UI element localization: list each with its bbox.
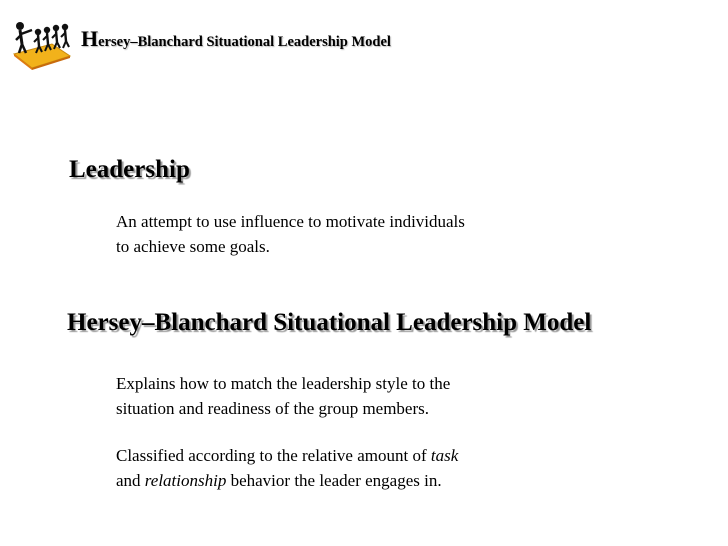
task-term: task [430,446,459,465]
classification-line-1-text: Classified according to the relative amount of [116,446,431,465]
leadership-definition-line-2: to achieve some goals. [116,237,270,256]
classification-line-2-start: and [116,471,145,490]
leadership-definition-line-1: An attempt to use influence to motivate individuals [116,212,465,231]
model-classification [116,443,458,493]
leadership-definition [116,209,465,259]
stick-figure-leader-on-podium-icon [8,6,74,70]
leadership-heading: Leadership [69,156,190,183]
header-title-rest: ersey–Blanchard Situational Leadership Model [98,34,391,50]
model-explanation-line-1: Explains how to match the leadership style to the [116,374,451,393]
model-explanation [116,371,450,421]
header-title-initial: H [81,26,99,51]
model-classification-line-1 [116,443,458,468]
relationship-term: relationship [144,471,227,490]
model-classification-line-2 [116,468,458,493]
classification-line-2-end: behavior the leader engages in. [226,471,442,490]
model-explanation-line-2: situation and readiness of the group members. [116,399,430,418]
header-title [81,28,391,50]
model-heading: Hersey–Blanchard Situational Leadership Model [67,309,592,336]
